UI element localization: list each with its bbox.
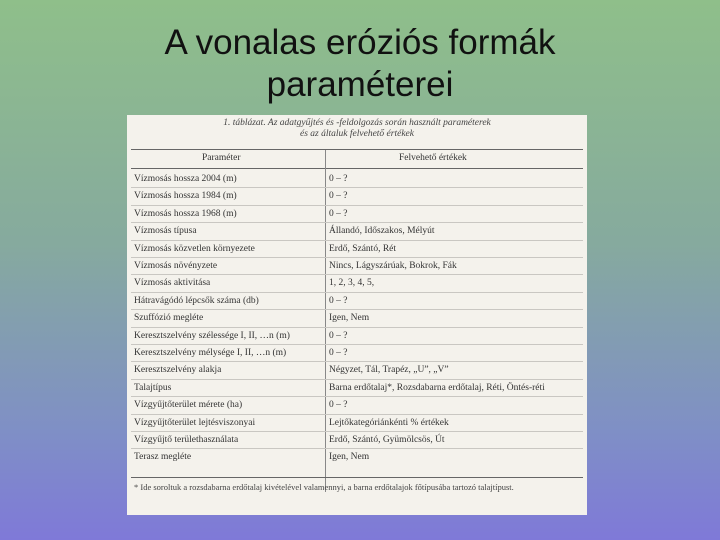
- table-row: [127, 171, 587, 188]
- row-value: 0 – ?: [329, 330, 348, 341]
- header-parameter: Paraméter: [202, 153, 241, 163]
- row-parameter: Vízmosás hossza 1984 (m): [134, 191, 237, 202]
- table-row: [127, 310, 587, 327]
- row-parameter: Vízmosás aktivitása: [134, 278, 211, 289]
- table-row: [127, 293, 587, 310]
- row-value: 0 – ?: [329, 348, 348, 358]
- row-parameter: Vízmosás növényzete: [134, 261, 218, 271]
- row-value: Négyzet, Tál, Trapéz, „U”, „V”: [329, 365, 449, 376]
- row-value: Barna erdőtalaj*, Rozsdabarna erdőtalaj, Réti, Öntés-réti: [329, 382, 545, 393]
- row-value: Lejtőkategóriánkénti % értékek: [329, 417, 449, 428]
- row-value: Erdő, Szántó, Rét: [329, 243, 397, 254]
- row-parameter: Keresztszelvény alakja: [134, 365, 222, 376]
- table-row: [127, 345, 587, 362]
- title-line-2: paraméterei: [266, 65, 454, 104]
- row-value: Nincs, Lágyszárúak, Bokrok, Fák: [329, 261, 457, 271]
- table-bottom-rule: [131, 477, 583, 478]
- row-value: 1, 2, 3, 4, 5,: [329, 278, 375, 289]
- row-parameter: Keresztszelvény mélysége I, II, …n (m): [134, 348, 287, 358]
- table-row: [127, 258, 587, 275]
- row-value: 0 – ?: [329, 174, 348, 184]
- row-parameter: Keresztszelvény szélessége I, II, …n (m): [134, 330, 290, 341]
- table-row: [127, 206, 587, 223]
- table-row: [127, 223, 587, 240]
- row-value: 0 – ?: [329, 208, 348, 219]
- header-values: Felvehető értékek: [399, 153, 467, 163]
- row-parameter: Vízmosás típusa: [134, 226, 197, 237]
- row-value: Állandó, Időszakos, Mélyút: [329, 226, 435, 237]
- caption-line-2: és az általuk felvehető értékek: [300, 129, 414, 139]
- row-parameter: Vízgyűjtő területhasználata: [134, 435, 239, 445]
- table-row: [127, 362, 587, 379]
- table-row: [127, 415, 587, 432]
- row-parameter: Vízmosás közvetlen környezete: [134, 243, 255, 254]
- table-footnote: * Ide soroltuk a rozsdabarna erdőtalaj kivételével valamennyi, a barna erdőtalajok főtípusába tartozó talajtípust.: [134, 482, 514, 492]
- caption-line-1: 1. táblázat. Az adatgyűjtés és -feldolgozás során használt paraméterek: [223, 118, 491, 128]
- table-row: [127, 380, 587, 397]
- table-row: [127, 397, 587, 414]
- row-parameter: Talajtípus: [134, 382, 172, 393]
- scanned-table-image: [127, 115, 587, 515]
- header-rule: [131, 168, 583, 169]
- row-value: 0 – ?: [329, 191, 348, 202]
- table-top-rule: [131, 149, 583, 150]
- row-parameter: Vízmosás hossza 1968 (m): [134, 208, 237, 219]
- table-row: [127, 449, 587, 466]
- table-row: [127, 188, 587, 205]
- table-row: [127, 432, 587, 449]
- table-row: [127, 328, 587, 345]
- row-parameter: Vízgyűjtőterület lejtésviszonyai: [134, 417, 256, 428]
- row-value: Erdő, Szántó, Gyümölcsös, Út: [329, 435, 445, 445]
- row-parameter: Hátravágódó lépcsők száma (db): [134, 295, 259, 306]
- row-parameter: Terasz megléte: [134, 452, 192, 463]
- title-line-1: A vonalas eróziós formák: [164, 23, 556, 62]
- row-parameter: Szuffózió megléte: [134, 313, 204, 324]
- row-value: Igen, Nem: [329, 313, 370, 324]
- table-row: [127, 275, 587, 292]
- row-parameter: Vízgyűjtőterület mérete (ha): [134, 400, 243, 411]
- row-parameter: Vízmosás hossza 2004 (m): [134, 174, 237, 184]
- table-row: [127, 241, 587, 258]
- row-value: 0 – ?: [329, 400, 348, 411]
- row-value: 0 – ?: [329, 295, 348, 306]
- table-caption: [127, 118, 587, 140]
- slide-title: [0, 22, 720, 106]
- row-value: Igen, Nem: [329, 452, 370, 463]
